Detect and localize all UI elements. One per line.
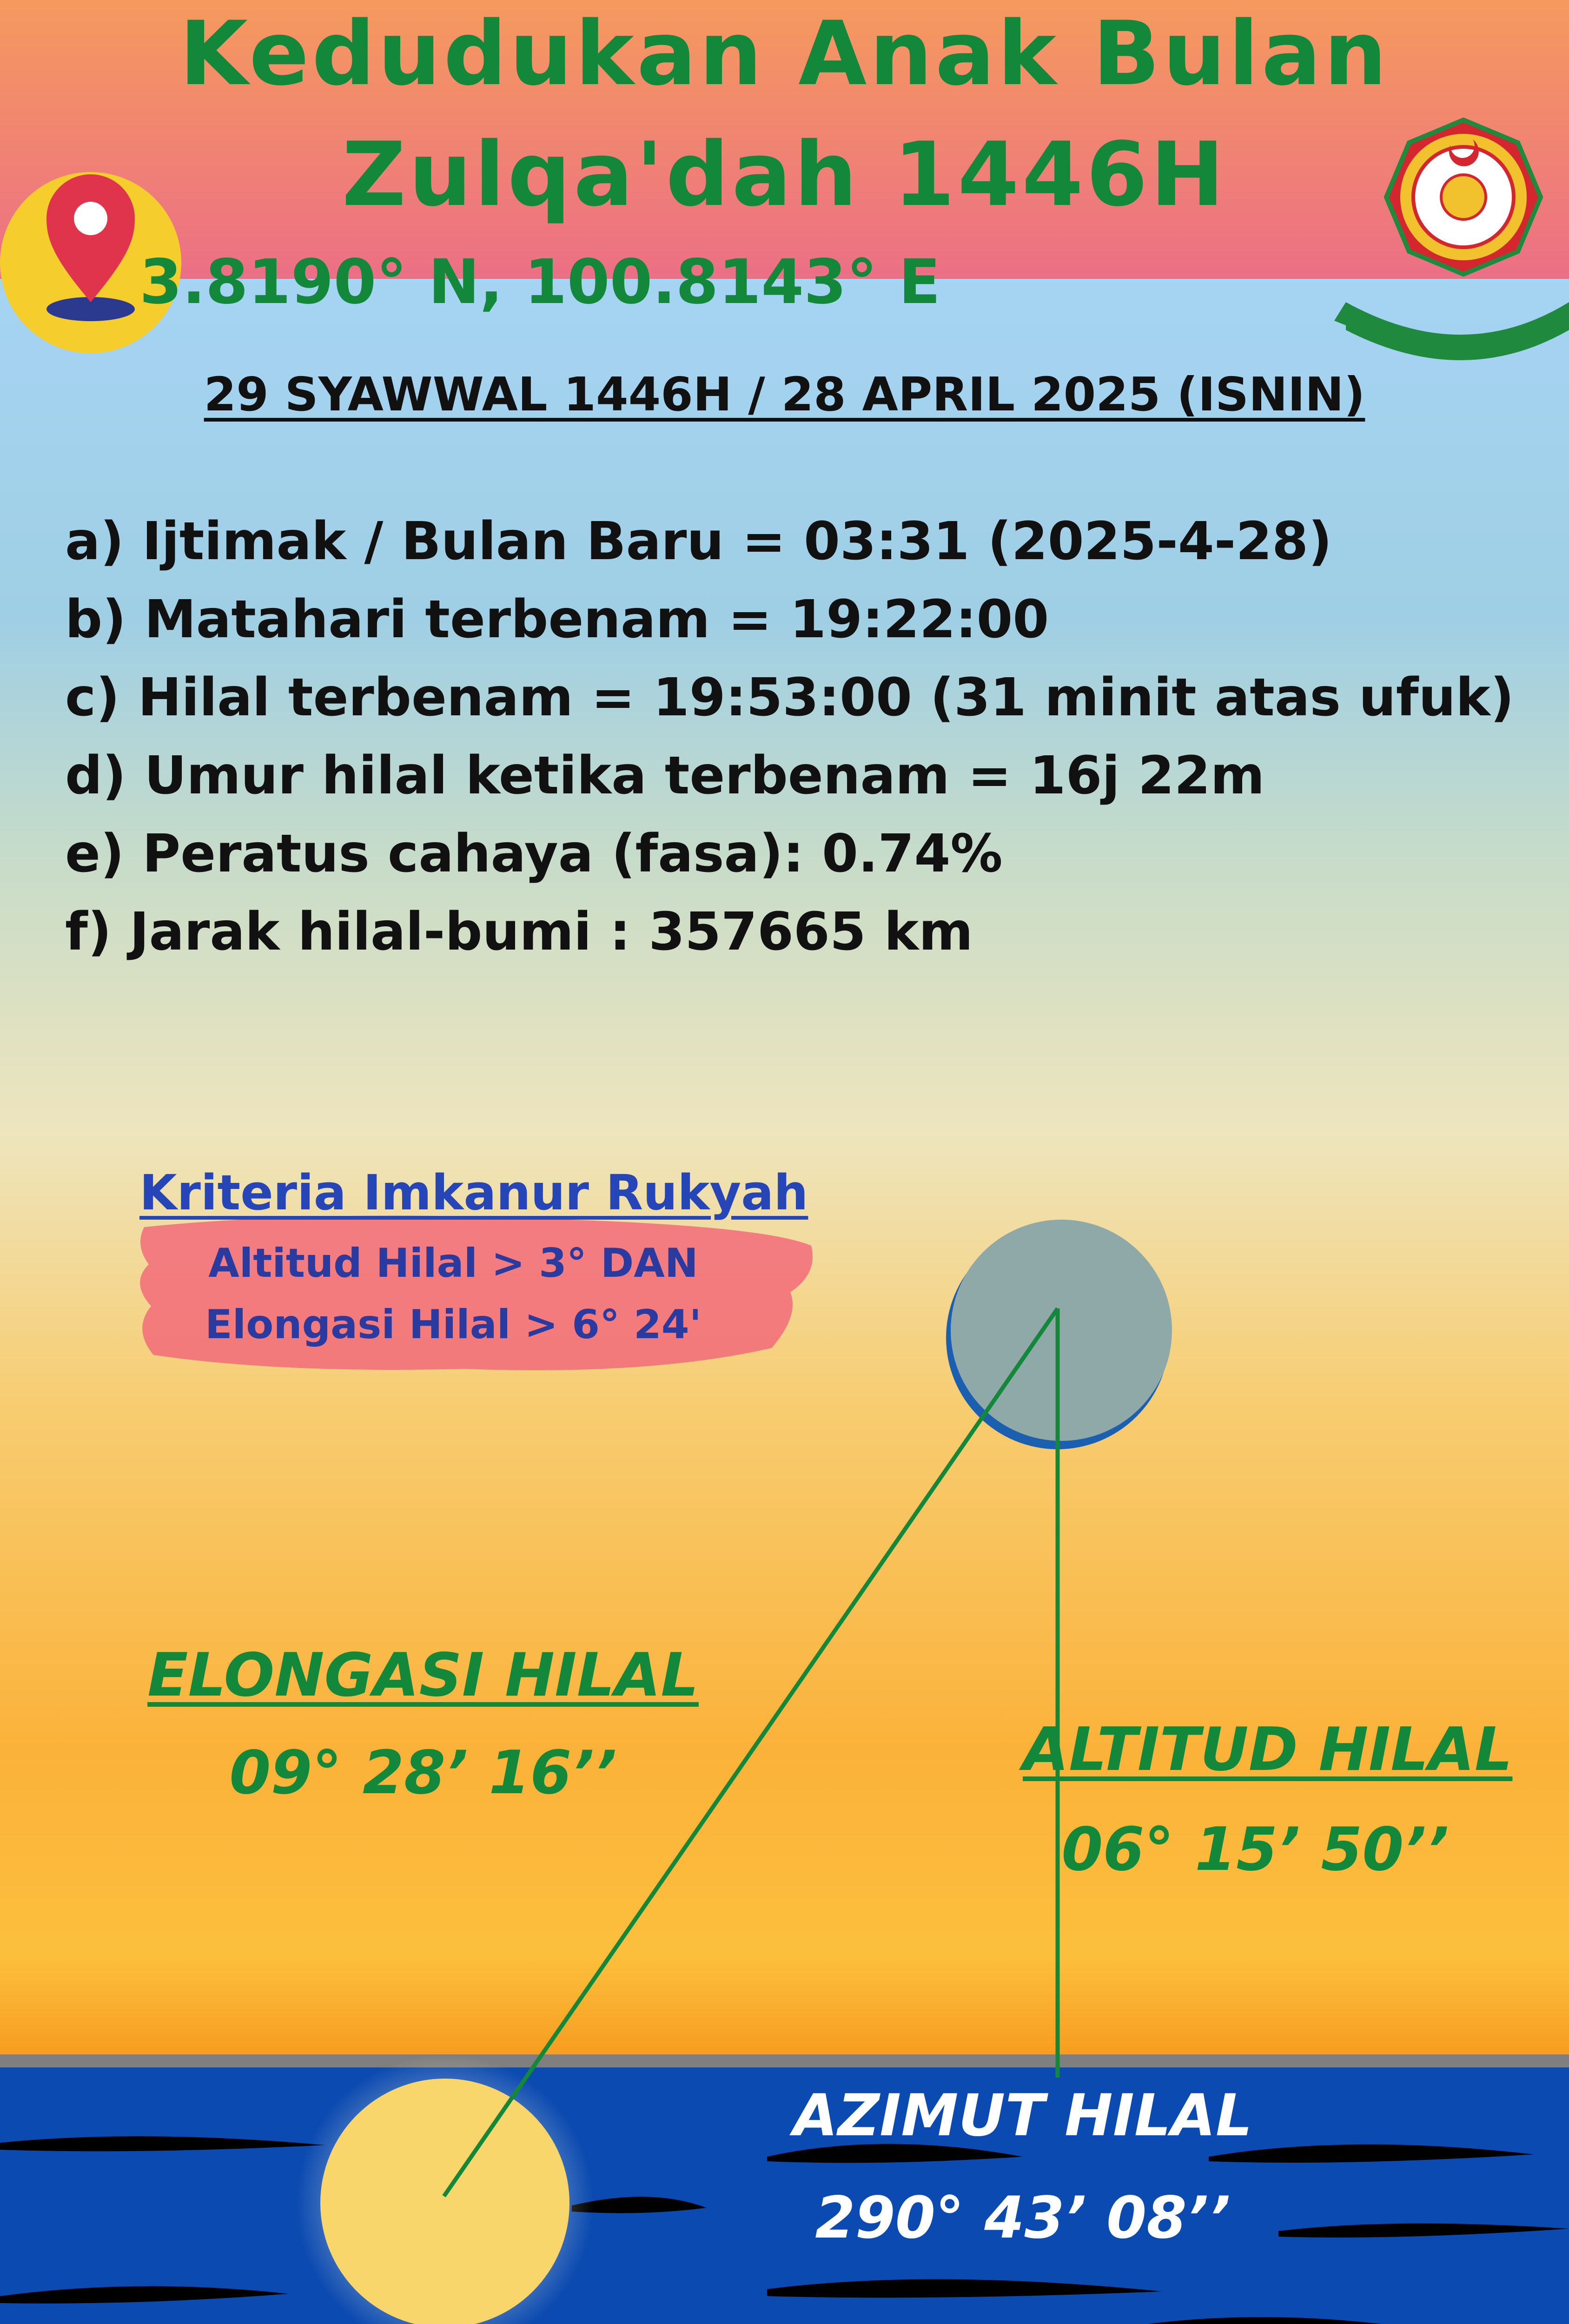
altitude-value: 06° 15’ 50’’: [1061, 1815, 1449, 1884]
title-line-1: Kedudukan Anak Bulan: [179, 2, 1390, 105]
sun: [320, 2079, 569, 2324]
azimuth-hilal-value: 290° 43’ 08’’: [815, 2185, 1231, 2251]
info-item-sunset: b) Matahari terbenam = 19:22:00: [65, 589, 1049, 650]
location-coordinates: 3.8190° N, 100.8143° E: [139, 246, 941, 318]
criteria-elongation: Elongasi Hilal > 6° 24': [205, 1301, 702, 1348]
info-item-moon-age: d) Umur hilal ketika terbenam = 16j 22m: [65, 746, 1265, 806]
horizon-line: [0, 2054, 1569, 2067]
sea-background: [0, 2067, 1569, 2324]
moon-disc: [951, 1220, 1172, 1441]
elongation-value: 09° 28’ 16’’: [229, 1738, 617, 1808]
info-item-illumination: e) Peratus cahaya (fasa): 0.74%: [65, 824, 1003, 884]
criteria-altitude: Altitud Hilal > 3° DAN: [208, 1240, 698, 1287]
info-item-distance: f) Jarak hilal-bumi : 357665 km: [65, 902, 973, 962]
date-heading: 29 SYAWWAL 1446H / 28 APRIL 2025 (ISNIN): [204, 367, 1365, 422]
criteria-heading: Kriteria Imkanur Rukyah: [139, 1164, 808, 1221]
info-item-ijtimak: a) Ijtimak / Bulan Baru = 03:31 (2025-4-28): [65, 511, 1332, 572]
azimuth-hilal-label: AZIMUT HILAL: [793, 2082, 1252, 2149]
elongation-label: ELONGASI HILAL: [147, 1641, 699, 1710]
altitude-label: ALTITUD HILAL: [1023, 1715, 1513, 1784]
title-line-2: Zulqa'dah 1446H: [342, 123, 1227, 226]
info-item-moonset: c) Hilal terbenam = 19:53:00 (31 minit atas ufuk): [65, 667, 1514, 728]
